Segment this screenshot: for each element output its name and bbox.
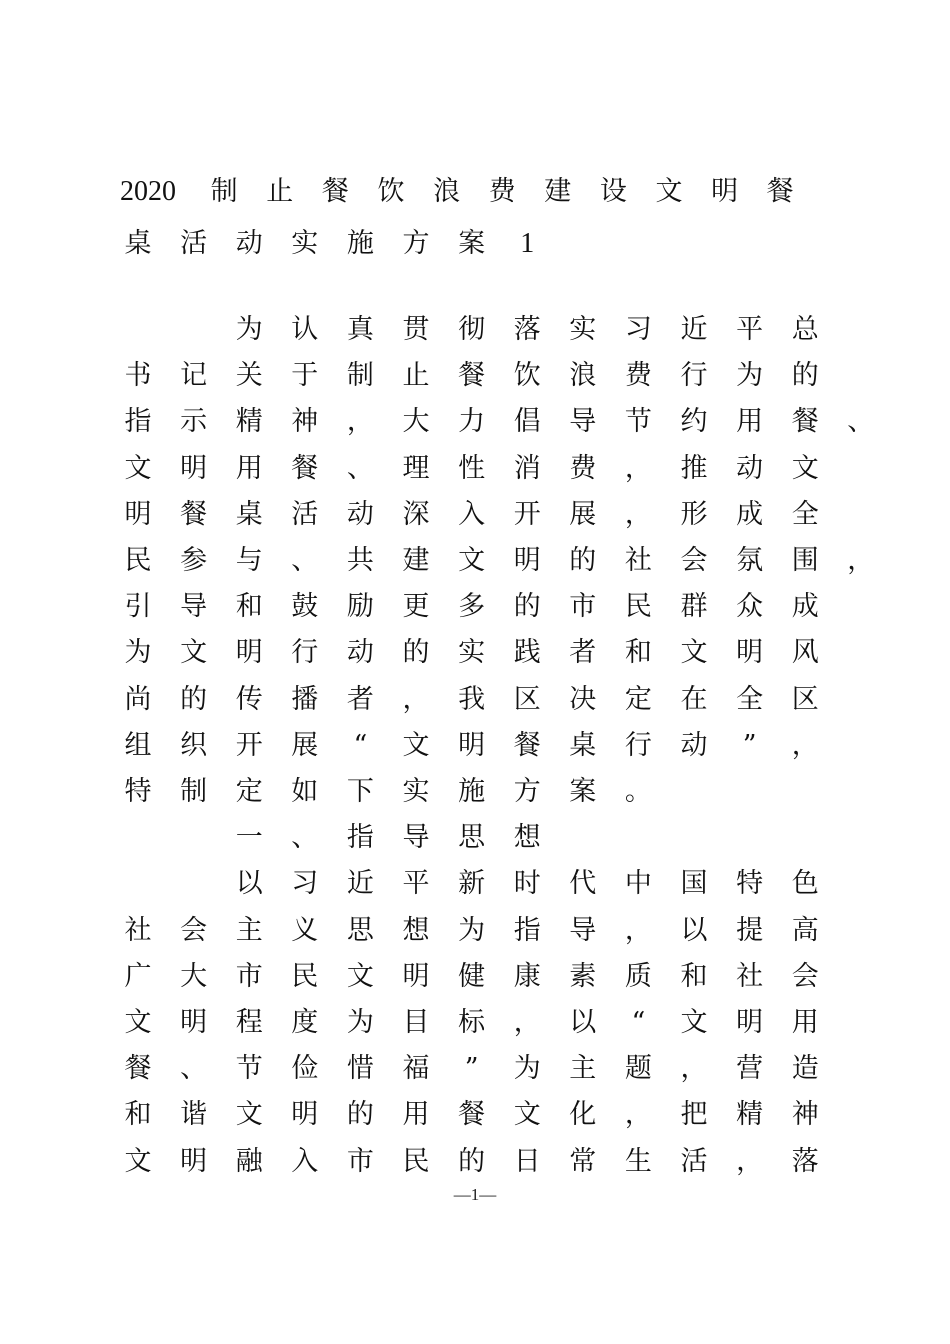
glyph: 明	[291, 1099, 319, 1131]
glyph: ，	[736, 1145, 764, 1177]
body-line	[0, 680, 950, 726]
glyph: 施	[458, 776, 486, 807]
glyph: 组	[124, 729, 152, 761]
glyph: 更	[402, 591, 430, 623]
glyph: 全	[791, 498, 819, 530]
glyph: 思	[346, 914, 374, 946]
glyph: 社	[624, 545, 652, 576]
glyph: 深	[402, 498, 430, 530]
glyph: 动	[346, 637, 374, 669]
glyph: 导	[569, 914, 597, 946]
glyph: 文	[791, 452, 819, 484]
body-line	[0, 495, 950, 541]
glyph: 入	[458, 498, 486, 530]
glyph: 新	[458, 868, 486, 900]
glyph: 精	[736, 1099, 764, 1131]
glyph: 质	[624, 960, 652, 992]
glyph: 明	[736, 637, 764, 669]
glyph: 总	[791, 314, 819, 345]
glyph: ，	[624, 452, 652, 484]
glyph: 文	[680, 1007, 708, 1038]
glyph: 桌	[569, 729, 597, 761]
glyph: 励	[346, 591, 374, 623]
body-line	[0, 356, 950, 402]
body-line	[0, 1095, 950, 1141]
glyph: 思	[458, 822, 486, 854]
glyph: 神	[291, 406, 319, 438]
glyph: 建	[544, 176, 572, 207]
glyph: 行	[291, 637, 319, 669]
glyph: 会	[791, 960, 819, 992]
glyph: 鼓	[291, 591, 319, 623]
body-line	[0, 587, 950, 633]
glyph: 展	[291, 729, 319, 761]
glyph: 制	[210, 176, 238, 207]
glyph: 如	[291, 776, 319, 807]
glyph: 实	[402, 776, 430, 807]
glyph: 目	[402, 1007, 430, 1038]
glyph: 费	[624, 360, 652, 392]
glyph: 为	[736, 360, 764, 392]
glyph: 健	[458, 960, 486, 992]
glyph: 习	[624, 314, 652, 345]
glyph: 认	[291, 314, 319, 345]
glyph: 施	[346, 228, 374, 259]
glyph: 的	[569, 545, 597, 576]
glyph: 文	[124, 452, 152, 484]
glyph: 的	[180, 683, 208, 715]
glyph: 餐	[458, 1099, 486, 1131]
glyph: 社	[736, 960, 764, 992]
glyph: 一	[235, 822, 263, 854]
glyph: 代	[569, 868, 597, 900]
glyph: 餐	[180, 498, 208, 530]
glyph: 践	[513, 637, 541, 669]
glyph: 定	[624, 683, 652, 715]
body-line	[0, 541, 950, 587]
glyph: 尚	[124, 683, 152, 715]
glyph: 贯	[402, 314, 430, 345]
glyph: 风	[791, 637, 819, 669]
glyph: 平	[736, 314, 764, 345]
glyph: 和	[624, 637, 652, 669]
body-line	[0, 449, 950, 495]
glyph: 、	[291, 822, 319, 854]
glyph: 融	[235, 1145, 263, 1177]
glyph: 以	[569, 1007, 597, 1038]
glyph: 餐	[766, 176, 794, 207]
glyph: 设	[599, 176, 627, 207]
glyph: 彻	[458, 314, 486, 345]
glyph: 参	[180, 545, 208, 576]
glyph: 题	[624, 1053, 652, 1085]
glyph: ，	[680, 1053, 708, 1085]
glyph: 示	[180, 406, 208, 438]
glyph: 会	[180, 914, 208, 946]
glyph: 区	[513, 683, 541, 715]
glyph: “	[631, 1007, 646, 1038]
glyph: ，	[513, 1007, 541, 1038]
glyph: 主	[235, 914, 263, 946]
glyph: 文	[513, 1099, 541, 1131]
glyph: 为	[513, 1053, 541, 1085]
glyph: 中	[624, 868, 652, 900]
body-line	[0, 1049, 950, 1095]
glyph: 围	[791, 545, 819, 576]
glyph: 为	[458, 914, 486, 946]
body-line	[0, 633, 950, 679]
glyph: 行	[624, 729, 652, 761]
glyph: 倡	[513, 406, 541, 438]
glyph: ，	[346, 406, 374, 438]
glyph: 导	[402, 822, 430, 854]
glyph: 动	[736, 452, 764, 484]
glyph: 关	[235, 360, 263, 392]
glyph: 文	[458, 545, 486, 576]
glyph: ”	[742, 729, 757, 761]
glyph: 明	[180, 1145, 208, 1177]
glyph: 多	[458, 591, 486, 623]
glyph: 桌	[124, 228, 152, 259]
glyph: 义	[291, 914, 319, 946]
glyph: 主	[569, 1053, 597, 1085]
glyph: 餐	[458, 360, 486, 392]
glyph: 引	[124, 591, 152, 623]
glyph: ，	[624, 1099, 652, 1131]
glyph: 书	[124, 360, 152, 392]
glyph: 民	[624, 591, 652, 623]
glyph: 记	[180, 360, 208, 392]
body-line	[0, 772, 950, 818]
glyph: 市	[346, 1145, 374, 1177]
glyph: 造	[791, 1053, 819, 1085]
glyph: “	[353, 729, 368, 761]
glyph: 于	[291, 360, 319, 392]
glyph: 的	[346, 1099, 374, 1131]
glyph: 为	[124, 637, 152, 669]
glyph: 用	[235, 452, 263, 484]
glyph: 明	[180, 1007, 208, 1038]
glyph: 止	[266, 176, 294, 207]
body-line	[0, 911, 950, 957]
glyph: 福	[402, 1053, 430, 1085]
glyph: 与	[235, 545, 263, 576]
glyph: 约	[680, 406, 708, 438]
glyph: 文	[180, 637, 208, 669]
glyph: 文	[124, 1007, 152, 1038]
glyph: 节	[624, 406, 652, 438]
glyph: 展	[569, 498, 597, 530]
glyph: 指	[124, 406, 152, 438]
glyph: 把	[680, 1099, 708, 1131]
glyph: 化	[569, 1099, 597, 1131]
glyph: ，	[791, 729, 819, 761]
glyph: 止	[402, 360, 430, 392]
glyph: 饮	[377, 176, 405, 207]
glyph: 和	[680, 960, 708, 992]
glyph: 餐	[124, 1053, 152, 1085]
glyph: 方	[402, 228, 430, 259]
glyph: 建	[402, 545, 430, 576]
glyph: 全	[736, 683, 764, 715]
glyph: 近	[346, 868, 374, 900]
glyph: 提	[736, 914, 764, 946]
glyph: 素	[569, 960, 597, 992]
glyph: 者	[346, 683, 374, 715]
glyph: 餐	[791, 406, 819, 438]
glyph: 明	[124, 498, 152, 530]
glyph: 明	[513, 545, 541, 576]
glyph: 、	[180, 1053, 208, 1085]
glyph: 指	[513, 914, 541, 946]
glyph: 。	[624, 776, 652, 807]
glyph: ”	[464, 1053, 479, 1085]
glyph: 想	[402, 914, 430, 946]
glyph: 入	[291, 1145, 319, 1177]
body-line	[0, 726, 950, 772]
glyph: 明	[736, 1007, 764, 1038]
glyph: 营	[736, 1053, 764, 1085]
glyph: 真	[346, 314, 374, 345]
glyph: 案	[569, 776, 597, 807]
glyph: 在	[680, 683, 708, 715]
glyph: 形	[680, 498, 708, 530]
glyph: 文	[680, 637, 708, 669]
glyph: 实	[569, 314, 597, 345]
glyph: ，	[847, 545, 875, 576]
glyph: 明	[402, 960, 430, 992]
glyph: 传	[235, 683, 263, 715]
glyph: 康	[513, 960, 541, 992]
glyph: 活	[291, 498, 319, 530]
glyph: 谐	[180, 1099, 208, 1131]
glyph: 明	[711, 176, 739, 207]
glyph: 文	[402, 729, 430, 761]
body-line	[0, 1142, 950, 1188]
glyph: 以	[235, 868, 263, 900]
body-line	[0, 1003, 950, 1049]
glyph: 落	[791, 1145, 819, 1177]
glyph: 成	[791, 591, 819, 623]
glyph: 市	[569, 591, 597, 623]
glyph: 开	[513, 498, 541, 530]
glyph: 、	[346, 452, 374, 484]
glyph: 文	[655, 176, 683, 207]
glyph: 民	[402, 1145, 430, 1177]
glyph: 的	[513, 591, 541, 623]
glyph: 色	[791, 868, 819, 900]
glyph: 文	[346, 960, 374, 992]
glyph: 国	[680, 868, 708, 900]
glyph: 费	[488, 176, 516, 207]
glyph: 动	[235, 228, 263, 259]
glyph: 决	[569, 683, 597, 715]
glyph: 文	[124, 1145, 152, 1177]
glyph: 群	[680, 591, 708, 623]
glyph: ，	[624, 914, 652, 946]
glyph: 明	[180, 452, 208, 484]
glyph: 方	[513, 776, 541, 807]
glyph: 民	[291, 960, 319, 992]
glyph: 为	[235, 314, 263, 345]
glyph: 餐	[321, 176, 349, 207]
title-line	[0, 172, 950, 218]
glyph: 节	[235, 1053, 263, 1085]
glyph: 动	[680, 729, 708, 761]
glyph: 餐	[513, 729, 541, 761]
glyph: 活	[180, 228, 208, 259]
glyph: 行	[680, 360, 708, 392]
glyph: 特	[736, 868, 764, 900]
glyph: 大	[180, 960, 208, 992]
glyph: 成	[736, 498, 764, 530]
glyph: 案	[458, 228, 486, 259]
glyph: 明	[458, 729, 486, 761]
glyph: 指	[346, 822, 374, 854]
glyph: 者	[569, 637, 597, 669]
glyph: 精	[235, 406, 263, 438]
glyph: 特	[124, 776, 152, 807]
glyph: 力	[458, 406, 486, 438]
glyph: 大	[402, 406, 430, 438]
glyph: 浪	[433, 176, 461, 207]
glyph: 和	[235, 591, 263, 623]
glyph: 的	[791, 360, 819, 392]
glyph: 和	[124, 1099, 152, 1131]
glyph: 区	[791, 683, 819, 715]
glyph: 近	[680, 314, 708, 345]
glyph: 饮	[513, 360, 541, 392]
glyph: 开	[235, 729, 263, 761]
glyph: 、	[291, 545, 319, 576]
glyph: 高	[791, 914, 819, 946]
glyph: 餐	[291, 452, 319, 484]
glyph: 、	[847, 406, 875, 438]
glyph: 消	[513, 452, 541, 484]
glyph: 度	[291, 1007, 319, 1038]
page-number: —1—	[453, 1185, 497, 1204]
glyph: 用	[736, 406, 764, 438]
glyph: 俭	[291, 1053, 319, 1085]
glyph: 导	[569, 406, 597, 438]
glyph: 广	[124, 960, 152, 992]
glyph: 以	[680, 914, 708, 946]
glyph: 为	[346, 1007, 374, 1038]
glyph: 用	[402, 1099, 430, 1131]
glyph: 标	[458, 1007, 486, 1038]
glyph: 生	[624, 1145, 652, 1177]
glyph: 落	[513, 314, 541, 345]
glyph: 推	[680, 452, 708, 484]
glyph: 实	[458, 637, 486, 669]
glyph: 氛	[736, 545, 764, 576]
glyph: 的	[402, 637, 430, 669]
glyph: 下	[346, 776, 374, 807]
body-line	[0, 402, 950, 448]
glyph: ，	[624, 498, 652, 530]
glyph: 理	[402, 452, 430, 484]
glyph: 常	[569, 1145, 597, 1177]
glyph: 明	[235, 637, 263, 669]
glyph: 桌	[235, 498, 263, 530]
glyph: 会	[680, 545, 708, 576]
glyph: 浪	[569, 360, 597, 392]
glyph: 神	[791, 1099, 819, 1131]
glyph: 时	[513, 868, 541, 900]
glyph: 想	[513, 822, 541, 854]
glyph: 的	[458, 1145, 486, 1177]
glyph: 织	[180, 729, 208, 761]
glyph: 导	[180, 591, 208, 623]
glyph: 习	[291, 868, 319, 900]
glyph: 文	[235, 1099, 263, 1131]
glyph: 程	[235, 1007, 263, 1038]
glyph: 众	[736, 591, 764, 623]
glyph: 播	[291, 683, 319, 715]
glyph: 性	[458, 452, 486, 484]
glyph: 活	[680, 1145, 708, 1177]
glyph: 制	[346, 360, 374, 392]
title-line	[0, 224, 950, 270]
glyph: 惜	[346, 1053, 374, 1085]
glyph: 费	[569, 452, 597, 484]
glyph: 民	[124, 545, 152, 576]
glyph: 1	[520, 228, 535, 259]
glyph: 平	[402, 868, 430, 900]
glyph: 市	[235, 960, 263, 992]
glyph: 日	[513, 1145, 541, 1177]
body-line	[0, 310, 950, 356]
glyph: 实	[291, 228, 319, 259]
glyph: 动	[346, 498, 374, 530]
glyph: 我	[458, 683, 486, 715]
glyph: 2020	[120, 176, 176, 207]
glyph: 定	[235, 776, 263, 807]
glyph: 用	[791, 1007, 819, 1038]
body-line	[0, 957, 950, 1003]
glyph: 社	[124, 914, 152, 946]
glyph: 共	[346, 545, 374, 576]
body-line	[0, 818, 950, 864]
body-line	[0, 864, 950, 910]
glyph: 制	[180, 776, 208, 807]
glyph: ，	[402, 683, 430, 715]
